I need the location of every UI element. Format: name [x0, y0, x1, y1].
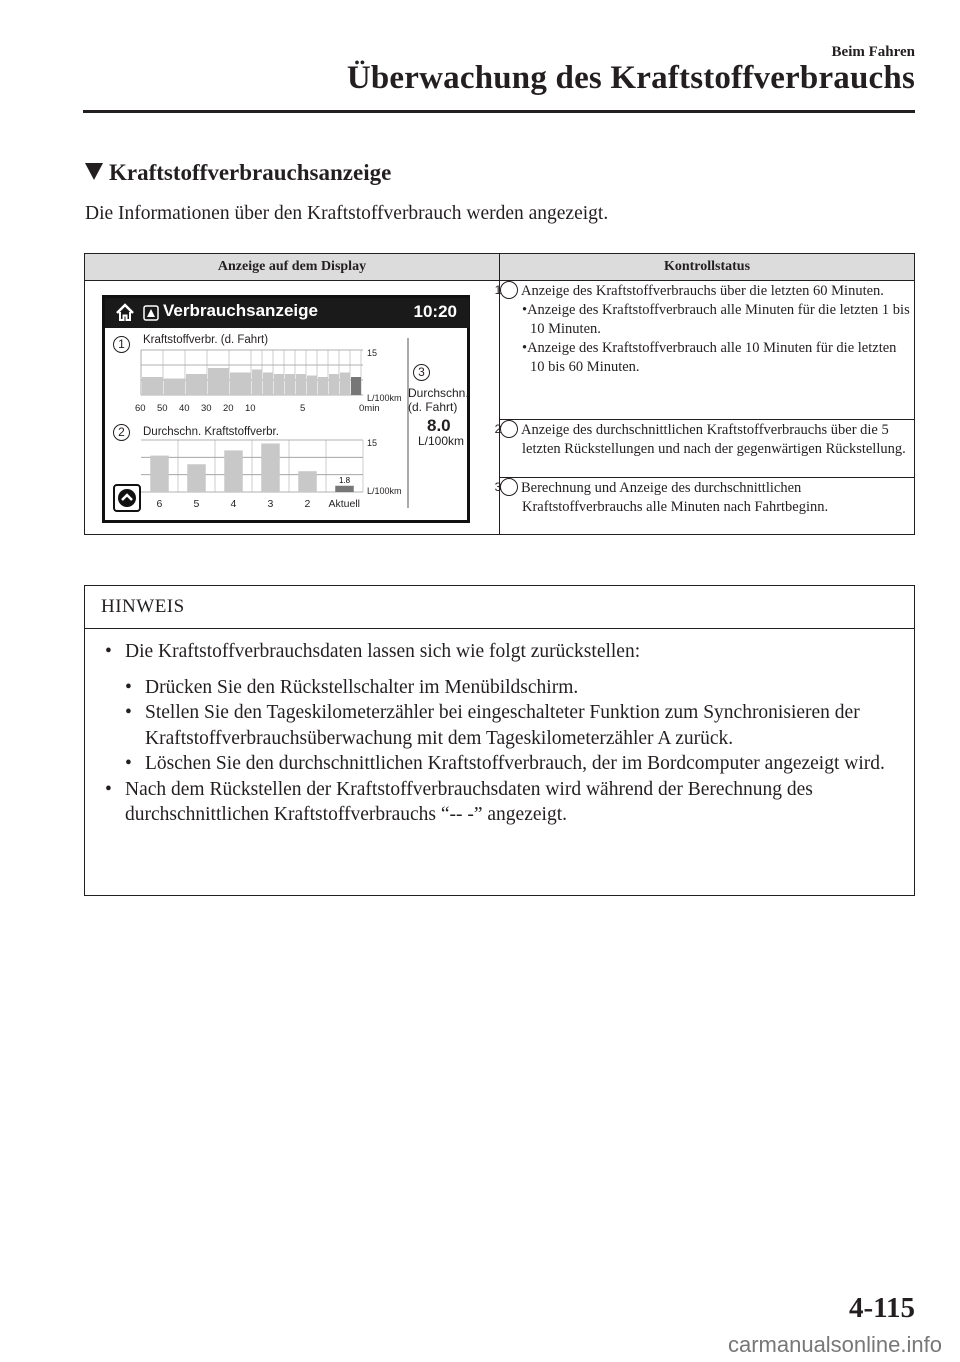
note-box	[84, 585, 915, 896]
chart2-title: Durchschn. Kraftstoffverbr.	[143, 426, 279, 438]
chart1-bar	[296, 374, 306, 395]
avg-label-2: (d. Fahrt)	[408, 400, 458, 414]
screen-image	[102, 295, 470, 523]
screen-title: Verbrauchsanzeige	[163, 301, 318, 320]
chart1-bar	[142, 377, 163, 395]
row2-text: Anzeige des durchschnittlichen Kraftstoffverbrauchs über die 5 letzten Rückstellungen und nach der gegenwärtigen Rückstellung.	[521, 422, 906, 458]
col2-header: Kontrollstatus	[500, 254, 915, 281]
chart1-xlabel: 40	[179, 403, 190, 414]
avg-label-1: Durchschn.	[408, 386, 469, 400]
chart1-xlabel: 0min	[359, 403, 380, 414]
chart1-bar	[208, 368, 229, 395]
triangle-icon	[85, 163, 103, 180]
note-subitem-1: • Drücken Sie den Rückstellschalter im Menübildschirm.	[125, 676, 579, 698]
callout-1: 1	[113, 336, 133, 354]
screen-title-bar	[105, 298, 469, 328]
chart1-xlabel: 10	[245, 403, 256, 414]
note-heading: HINWEIS	[85, 586, 914, 629]
chart1-bar	[351, 377, 361, 395]
page-title: Überwachung des Kraftstoffverbrauchs	[346, 60, 915, 96]
screen-charts	[105, 328, 467, 520]
row1-bullet-2: Anzeige des Kraftstoffverbrauch alle 10 Minuten für die letzten 10 bis 60 Minuten.	[527, 340, 897, 375]
chart1-bar	[230, 373, 251, 396]
chart2-bar	[150, 456, 169, 492]
note-subitem-2: • Stellen Sie den Tageskilometerzähler bei eingeschalteter Funktion zum Synchronisieren der Kraftstoffverbrauchsüberwachung mit dem Tageskilometerzähler A zurück.	[125, 702, 860, 749]
chart1-max: 15	[367, 348, 378, 358]
section-title	[85, 160, 391, 186]
chart2-bar	[187, 464, 206, 492]
section-title-text: Kraftstoffverbrauchsanzeige	[109, 160, 392, 185]
chart1-bar	[340, 373, 350, 396]
page-number: 4-115	[848, 1292, 915, 1324]
chart1-bar	[318, 377, 328, 395]
chart1-bar	[263, 373, 273, 396]
chart1-bar	[186, 374, 207, 395]
watermark: carmanualsonline.info	[727, 1332, 942, 1357]
status-row-3	[494, 477, 915, 534]
intro-text: Die Informationen über den Kraftstoffverbrauch werden angezeigt.	[85, 203, 609, 224]
chart1-xlabel: 50	[157, 403, 168, 414]
chart2-max: 15	[367, 438, 378, 448]
back-button[interactable]	[113, 484, 141, 512]
row1-bullet-1: Anzeige des Kraftstoffverbrauch alle Minuten für die letzten 1 bis 10 Minuten.	[527, 302, 910, 337]
chart2-unit: L/100km	[367, 486, 402, 496]
chart1-bar	[285, 374, 295, 395]
chart1-xlabel: 60	[135, 403, 146, 414]
chart2-bar	[298, 471, 317, 492]
chart2-xlabel: 5	[193, 498, 200, 510]
header-rule	[83, 110, 915, 113]
row3-text: Berechnung und Anzeige des durchschnittlichen Kraftstoffverbrauchs alle Minuten nach Fahrtbeginn.	[521, 479, 829, 515]
status-row-2	[494, 420, 915, 477]
row1-num: 1	[500, 281, 518, 299]
row3-num: 3	[500, 478, 518, 496]
callout-2: 2	[113, 424, 133, 442]
chart2-xlabel: 4	[230, 498, 237, 510]
avg-unit: L/100km	[418, 434, 465, 448]
header-section: Beim Fahren	[831, 44, 915, 60]
display-cell	[85, 281, 500, 535]
chart1-xlabel: 30	[201, 403, 212, 414]
app-icon	[143, 305, 159, 321]
row2-num: 2	[500, 420, 518, 438]
chart2-xlabel: Aktuell	[328, 498, 361, 510]
chart1-xlabel: 20	[223, 403, 234, 414]
chart2-xlabel: 3	[267, 498, 274, 510]
chart2-xlabel: 2	[304, 498, 311, 510]
chart2-current-label: 1.8	[338, 475, 351, 485]
chart1-bar	[274, 374, 284, 395]
avg-value: 8.0	[427, 416, 451, 435]
home-icon	[115, 303, 135, 323]
info-table	[84, 253, 915, 535]
chart1-bar	[252, 370, 262, 396]
chart2-bar	[261, 443, 280, 492]
chart1-title: Kraftstoffverbr. (d. Fahrt)	[143, 334, 269, 346]
chart2-grid	[141, 440, 363, 492]
note-body	[85, 629, 914, 828]
row1-text: Anzeige des Kraftstoffverbrauchs über die letzten 60 Minuten.	[521, 283, 884, 299]
col1-header: Anzeige auf dem Display	[85, 254, 500, 281]
note-item-1: • Die Kraftstoffverbrauchsdaten lassen sich wie folgt zurückstellen:	[105, 641, 641, 662]
chart1-bar	[307, 376, 317, 396]
note-subitem-3: • Löschen Sie den durchschnittlichen Kraftstoffverbrauch, der im Bordcomputer angezeigt wird.	[125, 753, 885, 774]
chart1-bar	[164, 379, 185, 396]
chart1-unit: L/100km	[367, 393, 402, 403]
callout-3: 3	[413, 364, 433, 382]
chart2-bar	[335, 486, 354, 492]
note-item-2: • Nach dem Rückstellen der Kraftstoffverbrauchsdaten wird während der Berechnung des durchschnittlichen Kraftstoffverbrauchs “-- -” angezeigt.	[105, 778, 813, 825]
screen-time: 10:20	[413, 302, 457, 321]
chart1-xlabel: 5	[300, 403, 306, 414]
status-row-1: 1 Anzeige des Kraftstoffverbrauchs über die letzten 60 Minuten. •Anzeige des Kraftstoffverbrauch alle Minuten für die letzten 1 bis 10 Minuten. •Anzeige des Kraftstoffverbrauch alle 10 Minuten für die letzten 10 bis 60 Minuten.	[500, 281, 915, 420]
chart2-bar	[224, 450, 243, 492]
chart2-xlabel: 6	[156, 498, 163, 510]
chart1-bar	[329, 374, 339, 395]
back-icon	[115, 486, 139, 510]
